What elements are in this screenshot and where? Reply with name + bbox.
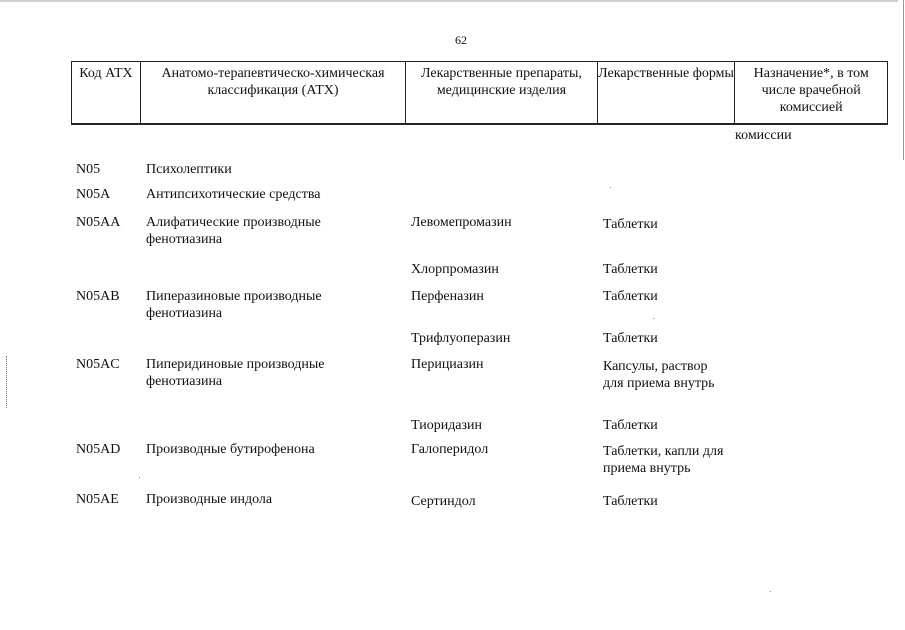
row-drug: Галоперидол — [411, 442, 489, 457]
header-dosage-forms: Лекарственные формы — [598, 62, 736, 123]
row-form: Таблетки — [603, 494, 658, 509]
table-header — [71, 61, 888, 125]
scan-speck — [139, 477, 140, 478]
row-code: N05A — [76, 187, 111, 202]
row-code: N05 — [76, 162, 101, 177]
row-drug: Трифлуоперазин — [411, 331, 511, 346]
row-code: N05AD — [76, 442, 121, 457]
row-drug: Тиоридазин — [411, 418, 483, 433]
scan-speck — [770, 591, 771, 592]
page-top-edge — [0, 0, 898, 2]
header-code-atx: Код АТХ — [72, 62, 141, 123]
row-form: Капсулы, раствор для приема внутрь — [603, 359, 715, 391]
row-form: Таблетки — [603, 418, 658, 433]
scan-margin-marks — [6, 356, 9, 408]
page-right-edge — [903, 0, 904, 160]
row-classification: Алифатические производные фенотиазина — [146, 215, 321, 247]
row-classification: Психолептики — [146, 162, 232, 177]
page-number: 62 — [455, 33, 467, 47]
header-drugs: Лекарственные препараты, медицинские изделия — [406, 62, 598, 123]
row-drug: Сертиндол — [411, 494, 476, 509]
row-classification: Пиперидиновые производные фенотиазина — [146, 357, 325, 389]
scan-speck — [610, 187, 611, 188]
row-classification: Пиперазиновые производные фенотиазина — [146, 289, 322, 321]
header-prescription: Назначение*, в том числе врачебной комиссией — [753, 66, 869, 115]
row-form: Таблетки — [603, 289, 658, 304]
row-code: N05AC — [76, 357, 120, 372]
row-form: Таблетки — [603, 331, 658, 346]
row-drug: Перициазин — [411, 357, 484, 372]
row-code: N05AE — [76, 492, 119, 507]
row-classification: Производные индола — [146, 492, 273, 507]
row-classification: Производные бутирофенона — [146, 442, 315, 457]
header-atx-classification: Анатомо-терапевтическо-химическая классификация (АТХ) — [141, 62, 406, 123]
continuation-text: комиссии — [735, 128, 792, 143]
scan-speck — [653, 318, 654, 319]
row-form: Таблетки, капли для приема внутрь — [603, 444, 724, 476]
row-drug: Левомепромазин — [411, 215, 512, 230]
row-code: N05AB — [76, 289, 120, 304]
row-code: N05AA — [76, 215, 121, 230]
row-form: Таблетки — [603, 262, 658, 277]
row-classification: Антипсихотические средства — [146, 187, 321, 202]
row-drug: Хлорпромазин — [411, 262, 499, 277]
row-form: Таблетки — [603, 217, 658, 232]
row-drug: Перфеназин — [411, 289, 484, 304]
